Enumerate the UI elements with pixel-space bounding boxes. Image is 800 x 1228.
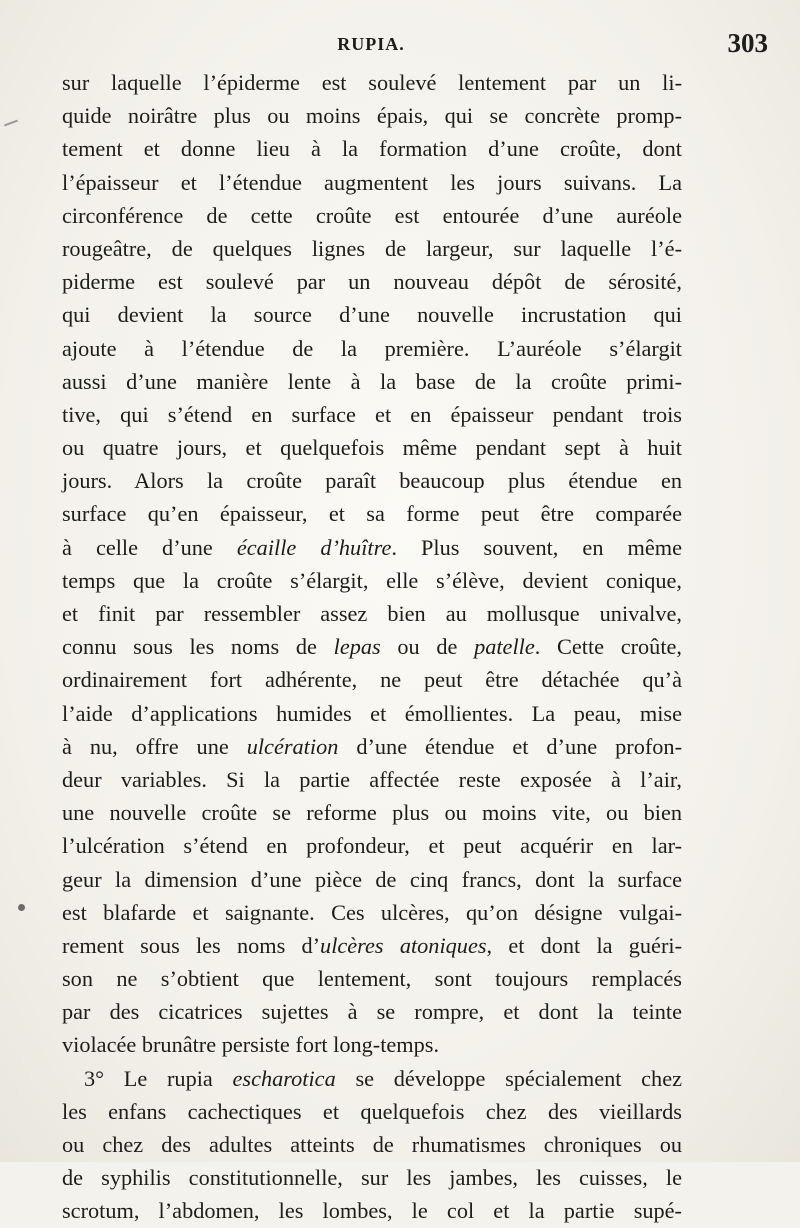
- text-line: [62, 564, 682, 597]
- text-line: [62, 99, 682, 132]
- text-line: [62, 66, 682, 99]
- text-line: [62, 663, 682, 696]
- italic-term: écaille d’huître: [236, 534, 392, 560]
- text-line: [62, 298, 682, 331]
- page-header: [60, 28, 768, 68]
- text-line: [62, 962, 682, 995]
- text-segment: ajoute à l’étendue de la première. L’auréole s’élargit: [62, 335, 682, 361]
- text-segment: ou de: [380, 634, 475, 660]
- text-segment: une nouvelle croûte se reforme plus ou moins vite, ou bien: [62, 800, 682, 826]
- running-title: RUPIA.: [337, 34, 405, 54]
- text-line: [62, 1028, 682, 1061]
- text-segment: les enfans cachectiques et quelquefois chez des vieillards: [62, 1098, 682, 1124]
- text-line: [62, 232, 682, 265]
- text-line: [62, 597, 682, 630]
- text-segment: geur la dimension d’une pièce de cinq francs, dont la surface: [62, 866, 682, 892]
- text-segment: l’épaisseur et l’étendue augmentent les jours suivans. La: [62, 169, 682, 195]
- margin-dot: [18, 904, 25, 911]
- text-segment: d’une étendue et d’une profon-: [338, 733, 682, 759]
- text-segment: circonférence de cette croûte est entourée d’une auréole: [62, 202, 682, 228]
- text-line: [62, 398, 682, 431]
- text-segment: aussi d’une manière lente à la base de la croûte primi-: [62, 368, 682, 394]
- text-line: [62, 730, 682, 763]
- text-line: [62, 431, 682, 464]
- text-line: [62, 1128, 682, 1161]
- text-segment: par des cicatrices sujettes à se rompre, et dont la teinte: [62, 999, 682, 1025]
- text-segment: rement sous les noms d’: [62, 932, 321, 958]
- text-segment: tement et donne lieu à la formation d’une croûte, dont: [62, 136, 682, 162]
- text-segment: deur variables. Si la partie affectée reste exposée à l’air,: [62, 766, 682, 792]
- text-line: [62, 896, 682, 929]
- page-number: 303: [727, 28, 768, 58]
- text-line: [62, 166, 682, 199]
- text-segment: de syphilis constitutionnelle, sur les jambes, les cuisses, le: [62, 1165, 682, 1191]
- text-segment: ou quatre jours, et quelquefois même pendant sept à huit: [62, 435, 682, 461]
- italic-term: ulcères atoniques: [320, 932, 487, 958]
- italic-term: ulcération: [246, 733, 339, 759]
- text-line: [62, 763, 682, 796]
- text-segment: se développe spécialement chez: [335, 1065, 682, 1091]
- text-line: [62, 697, 682, 730]
- text-line: [62, 829, 682, 862]
- text-line: [62, 995, 682, 1028]
- text-line: [62, 1062, 682, 1095]
- text-line: [62, 265, 682, 298]
- text-segment: son ne s’obtient que lentement, sont toujours remplacés: [62, 966, 682, 992]
- body-text: [62, 66, 682, 1228]
- text-segment: jours. Alors la croûte paraît beaucoup plus étendue en: [62, 468, 682, 494]
- text-line: [62, 796, 682, 829]
- italic-term: escharotica: [232, 1065, 336, 1091]
- text-segment: quide noirâtre plus ou moins épais, qui se concrète promp-: [62, 103, 682, 129]
- text-segment: . Cette croûte,: [534, 634, 682, 660]
- italic-term: lepas: [333, 634, 381, 660]
- text-segment: surface qu’en épaisseur, et sa forme peut être comparée: [62, 501, 682, 527]
- text-line: [62, 497, 682, 530]
- text-segment: connu sous les noms de: [62, 634, 334, 660]
- text-segment: rougeâtre, de quelques lignes de largeur, sur laquelle l’é-: [62, 235, 682, 261]
- text-segment: scrotum, l’abdomen, les lombes, le col et la partie supé-: [62, 1198, 682, 1224]
- text-segment: l’ulcération s’étend en profondeur, et peut acquérir en lar-: [62, 833, 682, 859]
- text-segment: qui devient la source d’une nouvelle incrustation qui: [62, 302, 682, 328]
- text-line: [62, 863, 682, 896]
- italic-term: patelle: [474, 634, 535, 660]
- text-segment: est blafarde et saignante. Ces ulcères, qu’on désigne vulgai-: [62, 899, 682, 925]
- text-segment: violacée brunâtre persiste fort long-temps.: [62, 1032, 440, 1058]
- margin-mark: [4, 120, 18, 127]
- text-segment: sur laquelle l’épiderme est soulevé lentement par un li-: [62, 70, 682, 95]
- text-segment: ou chez des adultes atteints de rhumatismes chroniques ou: [62, 1132, 682, 1157]
- text-segment: ordinairement fort adhérente, ne peut être détachée qu’à: [62, 667, 682, 693]
- text-line: [62, 365, 682, 398]
- text-line: [62, 1194, 682, 1227]
- text-line: [62, 199, 682, 232]
- text-line: [62, 332, 682, 365]
- text-segment: l’aide d’applications humides et émollientes. La peau, mise: [62, 700, 682, 726]
- text-segment: et finit par ressembler assez bien au mollusque univalve,: [62, 601, 682, 626]
- text-segment: temps que la croûte s’élargit, elle s’élève, devient conique,: [62, 567, 682, 593]
- text-line: [62, 464, 682, 497]
- text-line: [62, 929, 682, 962]
- text-segment: à nu, offre une: [62, 733, 247, 759]
- text-segment: 3° Le rupia: [84, 1065, 233, 1091]
- text-line: [62, 132, 682, 165]
- text-line: [62, 1095, 682, 1128]
- text-segment: piderme est soulevé par un nouveau dépôt de sérosité,: [62, 269, 682, 295]
- text-segment: , et dont la guéri-: [486, 932, 682, 958]
- text-segment: . Plus souvent, en même: [391, 534, 682, 560]
- text-segment: tive, qui s’étend en surface et en épaisseur pendant trois: [62, 401, 682, 427]
- text-line: [62, 531, 682, 564]
- text-line: [62, 1161, 682, 1194]
- text-line: [62, 630, 682, 663]
- text-segment: à celle d’une: [62, 534, 237, 560]
